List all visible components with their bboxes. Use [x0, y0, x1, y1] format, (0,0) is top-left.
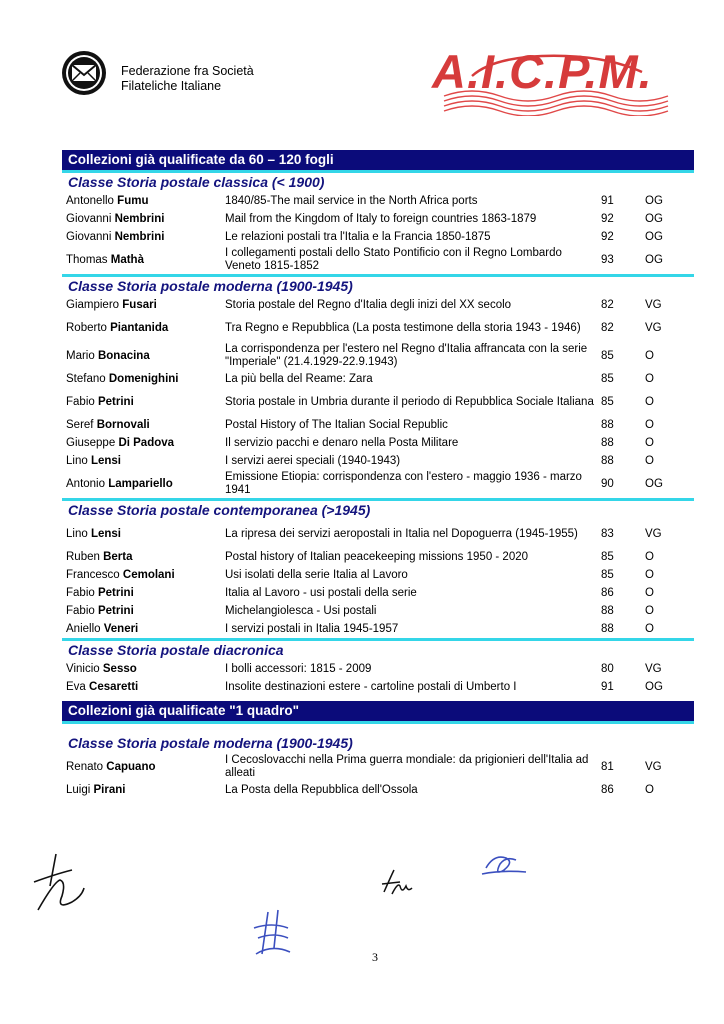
medal: O — [645, 418, 654, 431]
exhibitor-name — [62, 192, 225, 210]
table-row — [62, 370, 702, 388]
points: 86 — [601, 783, 614, 796]
exhibitor-name — [62, 452, 225, 470]
exhibits-table — [62, 296, 702, 498]
medal: VG — [645, 527, 662, 540]
exhibit-title: I bolli accessori: 1815 - 2009 — [225, 662, 372, 675]
exhibitor-surname: Cesaretti — [89, 680, 139, 693]
medal: O — [645, 568, 654, 581]
medal: OG — [645, 230, 663, 243]
medal: O — [645, 622, 654, 635]
exhibitor-surname: Fumu — [117, 194, 149, 207]
exhibitor-surname: Pirani — [93, 783, 126, 796]
medal: OG — [645, 194, 663, 207]
exhibitor-surname: Fusari — [122, 298, 157, 311]
medal: O — [645, 349, 654, 362]
medal: O — [645, 454, 654, 467]
exhibitor-first-name: Vinicio — [66, 662, 100, 675]
exhibit-title: Usi isolati della serie Italia al Lavoro — [225, 568, 408, 581]
exhibit-title: I servizi postali in Italia 1945-1957 — [225, 622, 399, 635]
exhibitor-surname: Lampariello — [108, 477, 173, 490]
points: 92 — [601, 230, 614, 243]
table-row — [62, 520, 702, 548]
points: 90 — [601, 477, 614, 490]
points: 81 — [601, 760, 614, 773]
signature-1 — [26, 852, 96, 914]
table-row — [62, 342, 702, 370]
exhibits-table — [62, 520, 702, 638]
section-divider — [62, 721, 694, 724]
exhibitor-name — [62, 678, 225, 696]
table-row — [62, 678, 702, 696]
exhibit-title: Tra Regno e Repubblica (La posta testimone della storia 1943 - 1946) — [225, 321, 581, 334]
exhibitor-surname: Lensi — [90, 454, 121, 467]
table-row — [62, 548, 702, 566]
exhibitor-first-name: Luigi — [66, 783, 91, 796]
points: 85 — [601, 395, 614, 408]
table-row — [62, 470, 702, 498]
exhibitor-first-name: Giovanni — [66, 212, 112, 225]
medal: O — [645, 783, 654, 796]
table-row — [62, 602, 702, 620]
table-row — [62, 246, 702, 274]
exhibit-title: Mail from the Kingdom of Italy to foreign countries 1863-1879 — [225, 212, 537, 225]
exhibitor-surname: Sesso — [102, 662, 137, 675]
points: 83 — [601, 527, 614, 540]
points: 88 — [601, 454, 614, 467]
exhibitor-surname: Lensi — [90, 527, 121, 540]
exhibit-title: Postal History of The Italian Social Republic — [225, 418, 448, 431]
exhibitor-name — [62, 602, 225, 620]
exhibitor-name — [62, 753, 225, 781]
exhibitor-first-name: Stefano — [66, 372, 106, 385]
exhibitor-surname: Capuano — [106, 760, 156, 773]
medal: O — [645, 604, 654, 617]
exhibitor-name — [62, 548, 225, 566]
exhibitor-name — [62, 520, 225, 548]
exhibitor-first-name: Aniello — [66, 622, 101, 635]
exhibitor-name — [62, 416, 225, 434]
exhibitor-name — [62, 388, 225, 416]
section-title-bar: Collezioni già qualificate da 60 – 120 fogli — [62, 150, 694, 170]
page-header — [0, 0, 724, 130]
exhibitor-first-name: Antonio — [66, 477, 106, 490]
points: 88 — [601, 604, 614, 617]
signature-4 — [248, 908, 296, 960]
exhibitor-name — [62, 434, 225, 452]
table-row — [62, 566, 702, 584]
exhibitor-name — [62, 566, 225, 584]
exhibitor-surname: Cemolani — [122, 568, 175, 581]
medal: VG — [645, 662, 662, 675]
exhibitor-first-name: Antonello — [66, 194, 114, 207]
medal: O — [645, 395, 654, 408]
exhibit-title: Storia postale in Umbria durante il periodo di Repubblica Sociale Italiana — [225, 395, 594, 408]
qualified-collections-list — [62, 150, 694, 799]
exhibitor-name — [62, 210, 225, 228]
table-row — [62, 210, 702, 228]
exhibitor-name — [62, 228, 225, 246]
points: 88 — [601, 622, 614, 635]
page-number: 3 — [372, 950, 378, 964]
points: 85 — [601, 550, 614, 563]
exhibitor-first-name: Fabio — [66, 604, 95, 617]
table-row — [62, 452, 702, 470]
exhibitor-name — [62, 660, 225, 678]
organization-line-2: Filateliche Italiane — [121, 79, 222, 93]
table-row — [62, 296, 702, 314]
exhibit-title: 1840/85-The mail service in the North Africa ports — [225, 194, 478, 207]
medal: O — [645, 586, 654, 599]
exhibitor-first-name: Eva — [66, 680, 86, 693]
medal: OG — [645, 212, 663, 225]
exhibitor-surname: Berta — [103, 550, 133, 563]
envelope-logo-icon — [61, 50, 107, 96]
table-row — [62, 753, 702, 781]
exhibitor-first-name: Renato — [66, 760, 104, 773]
exhibitor-name — [62, 342, 225, 370]
points: 88 — [601, 418, 614, 431]
exhibits-table — [62, 192, 702, 274]
class-heading: Classe Storia postale classica (< 1900) — [68, 174, 325, 190]
table-row — [62, 660, 702, 678]
medal: OG — [645, 253, 663, 266]
exhibitor-name — [62, 470, 225, 498]
exhibitor-surname: Nembrini — [114, 212, 165, 225]
aicpm-logo — [432, 46, 680, 116]
class-heading: Classe Storia postale moderna (1900-1945) — [68, 735, 353, 751]
exhibitor-surname: Domenighini — [108, 372, 179, 385]
exhibitor-first-name: Francesco — [66, 568, 120, 581]
table-row — [62, 416, 702, 434]
exhibitor-first-name: Seref — [66, 418, 94, 431]
exhibitor-first-name: Lino — [66, 454, 88, 467]
exhibitor-name — [62, 370, 225, 388]
exhibitor-name — [62, 314, 225, 342]
exhibitor-surname: Veneri — [103, 622, 139, 635]
points: 80 — [601, 662, 614, 675]
exhibitor-surname: Di Padova — [118, 436, 175, 449]
exhibits-table — [62, 753, 702, 799]
exhibit-title: Storia postale del Regno d'Italia degli inizi del XX secolo — [225, 298, 512, 311]
table-row — [62, 434, 702, 452]
signature-2 — [378, 866, 418, 900]
exhibitor-first-name: Giampiero — [66, 298, 120, 311]
exhibit-title: La corrispondenza per l'estero nel Regno d'Italia affrancata con la serie "Imperiale" (21.4.1929-22.9.1943) — [225, 343, 588, 368]
exhibitor-first-name: Lino — [66, 527, 88, 540]
points: 85 — [601, 372, 614, 385]
points: 82 — [601, 321, 614, 334]
exhibitor-surname: Petrini — [97, 586, 134, 599]
exhibitor-name — [62, 781, 225, 799]
points: 88 — [601, 436, 614, 449]
points: 82 — [601, 298, 614, 311]
exhibitor-name — [62, 584, 225, 602]
table-row — [62, 584, 702, 602]
exhibit-title: I servizi aerei speciali (1940-1943) — [225, 454, 401, 467]
exhibit-title: Le relazioni postali tra l'Italia e la Francia 1850-1875 — [225, 230, 491, 243]
exhibitor-surname: Petrini — [97, 604, 134, 617]
points: 93 — [601, 253, 614, 266]
exhibit-title: Michelangiolesca - Usi postali — [225, 604, 377, 617]
exhibit-title: I Cecoslovacchi nella Prima guerra mondiale: da prigionieri dell'Italia ad alleati — [225, 754, 589, 779]
exhibit-title: Postal history of Italian peacekeeping missions 1950 - 2020 — [225, 550, 529, 563]
class-heading: Classe Storia postale diacronica — [68, 642, 284, 658]
exhibit-title: Italia al Lavoro - usi postali della serie — [225, 586, 417, 599]
table-row — [62, 388, 702, 416]
exhibitor-first-name: Roberto — [66, 321, 107, 334]
exhibit-title: La ripresa dei servizi aeropostali in Italia nel Dopoguerra (1945-1955) — [225, 527, 578, 540]
exhibitor-surname: Bonacina — [97, 349, 150, 362]
points: 86 — [601, 586, 614, 599]
exhibitor-first-name: Ruben — [66, 550, 100, 563]
exhibitor-name — [62, 246, 225, 274]
medal: VG — [645, 298, 662, 311]
exhibitor-surname: Nembrini — [114, 230, 165, 243]
table-row — [62, 781, 702, 799]
exhibitor-first-name: Thomas — [66, 253, 108, 266]
exhibit-title: La Posta della Repubblica dell'Ossola — [225, 783, 418, 796]
exhibit-title: Il servizio pacchi e denaro nella Posta Militare — [225, 436, 459, 449]
brand-name: A.I.C.P.M. — [432, 45, 653, 98]
exhibitor-first-name: Mario — [66, 349, 95, 362]
points: 91 — [601, 680, 614, 693]
exhibit-title: I collegamenti postali dello Stato Pontificio con il Regno Lombardo Veneto 1815-1852 — [225, 247, 562, 272]
exhibitor-first-name: Fabio — [66, 586, 95, 599]
exhibitor-surname: Bornovali — [96, 418, 150, 431]
exhibitor-surname: Mathà — [110, 253, 144, 266]
exhibit-title: Emissione Etiopia: corrispondenza con l'estero - maggio 1936 - marzo 1941 — [225, 471, 582, 496]
exhibitor-first-name: Fabio — [66, 395, 95, 408]
exhibitor-name — [62, 296, 225, 314]
exhibits-table — [62, 660, 702, 696]
class-heading: Classe Storia postale contemporanea (>1945) — [68, 502, 371, 518]
medal: O — [645, 550, 654, 563]
exhibitor-surname: Petrini — [97, 395, 134, 408]
medal: VG — [645, 321, 662, 334]
points: 85 — [601, 568, 614, 581]
exhibit-title: Insolite destinazioni estere - cartoline postali di Umberto I — [225, 680, 517, 693]
organization-name — [121, 64, 254, 94]
signature-3 — [476, 848, 532, 882]
section-title-bar: Collezioni già qualificate "1 quadro" — [62, 701, 694, 721]
table-row — [62, 620, 702, 638]
medal: OG — [645, 477, 663, 490]
exhibitor-first-name: Giovanni — [66, 230, 112, 243]
class-heading: Classe Storia postale moderna (1900-1945) — [68, 278, 353, 294]
medal: OG — [645, 680, 663, 693]
points: 91 — [601, 194, 614, 207]
points: 92 — [601, 212, 614, 225]
medal: VG — [645, 760, 662, 773]
medal: O — [645, 372, 654, 385]
points: 85 — [601, 349, 614, 362]
table-row — [62, 228, 702, 246]
table-row — [62, 192, 702, 210]
exhibitor-name — [62, 620, 225, 638]
table-row — [62, 314, 702, 342]
medal: O — [645, 436, 654, 449]
exhibit-title: La più bella del Reame: Zara — [225, 372, 373, 385]
exhibitor-surname: Piantanida — [110, 321, 169, 334]
organization-line-1: Federazione fra Società — [121, 64, 254, 78]
exhibitor-first-name: Giuseppe — [66, 436, 116, 449]
